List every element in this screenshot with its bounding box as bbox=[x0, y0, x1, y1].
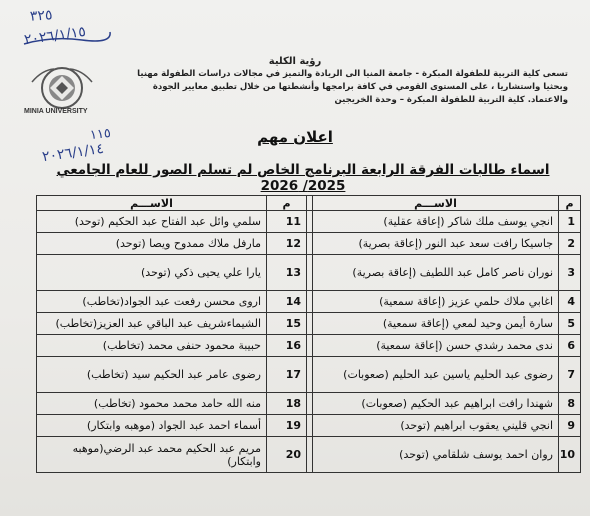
student-name-right: جاسيكا رافت سعد عبد النور (إعاقة بصرية) bbox=[313, 233, 559, 255]
row-number-right: 1 bbox=[559, 211, 581, 233]
row-number-right: 2 bbox=[559, 233, 581, 255]
table-separator bbox=[307, 211, 313, 233]
student-name-right: ندى محمد رشدي حسن (إعاقة سمعية) bbox=[313, 335, 559, 357]
student-name-left: منه الله حامد محمد محمود (تخاطب) bbox=[37, 393, 267, 415]
student-name-left: سلمي وائل عبد الفتاح عبد الحكيم (توحد) bbox=[37, 211, 267, 233]
table-separator bbox=[307, 313, 313, 335]
handwritten-announcement-number: ١١٥ bbox=[89, 125, 112, 144]
row-number-left: 12 bbox=[267, 233, 307, 255]
header-num-right: م bbox=[559, 196, 581, 211]
student-name-right: انجي يوسف ملك شاكر (إعاقة عقلية) bbox=[313, 211, 559, 233]
table-row bbox=[37, 393, 581, 415]
table-row bbox=[37, 335, 581, 357]
row-number-right: 7 bbox=[559, 357, 581, 393]
handwritten-ref-date: ٢٠٢٦/١/١٥ bbox=[23, 23, 87, 49]
table-row bbox=[37, 313, 581, 335]
student-name-left: الشيماءشريف عبد الباقي عبد العزيز(تخاطب) bbox=[37, 313, 267, 335]
table-header-row bbox=[37, 196, 581, 211]
table-separator bbox=[307, 335, 313, 357]
row-number-left: 16 bbox=[267, 335, 307, 357]
row-number-right: 4 bbox=[559, 291, 581, 313]
student-name-left: حبيبة محمود حنفى محمد (تخاطب) bbox=[37, 335, 267, 357]
student-name-right: سارة أيمن وحيد لمعي (إعاقة سمعية) bbox=[313, 313, 559, 335]
row-number-left: 18 bbox=[267, 393, 307, 415]
student-name-left: يارا علي يحيى ذكي (توحد) bbox=[37, 255, 267, 291]
student-name-right: شهندا رافت ابراهيم عبد الحكيم (صعوبات) bbox=[313, 393, 559, 415]
table-row bbox=[37, 211, 581, 233]
table-separator bbox=[307, 233, 313, 255]
table-row bbox=[37, 357, 581, 393]
student-name-left: اروى محسن رفعت عبد الجواد(تخاطب) bbox=[37, 291, 267, 313]
row-number-left: 19 bbox=[267, 415, 307, 437]
row-number-left: 15 bbox=[267, 313, 307, 335]
student-name-right: نوران ناصر كامل عبد اللطيف (إعاقة بصرية) bbox=[313, 255, 559, 291]
table-separator bbox=[307, 437, 313, 473]
header-name-left: الاســـم bbox=[37, 196, 267, 211]
student-name-left: أسماء احمد عبد الجواد (موهبه وابتكار) bbox=[37, 415, 267, 437]
university-name: MINIA UNIVERSITY bbox=[24, 108, 88, 115]
student-name-right: انجي قليني يعقوب ابراهيم (توحد) bbox=[313, 415, 559, 437]
table-row bbox=[37, 233, 581, 255]
row-number-right: 3 bbox=[559, 255, 581, 291]
student-name-left: رضوى عامر عبد الحكيم سيد (تخاطب) bbox=[37, 357, 267, 393]
student-name-right: اغابي ملاك حلمي عزيز (إعاقة سمعية) bbox=[313, 291, 559, 313]
header-name-right: الاســـم bbox=[313, 196, 559, 211]
students-table bbox=[36, 195, 581, 473]
table-separator bbox=[307, 393, 313, 415]
table-row bbox=[37, 255, 581, 291]
handwritten-announcement-date: ٢٠٢٦/١/١٤ bbox=[41, 140, 105, 166]
table-separator bbox=[307, 357, 313, 393]
table-separator bbox=[307, 255, 313, 291]
table-separator bbox=[307, 415, 313, 437]
header-num-left: م bbox=[267, 196, 307, 211]
row-number-right: 5 bbox=[559, 313, 581, 335]
table-separator bbox=[307, 196, 313, 211]
row-number-right: 8 bbox=[559, 393, 581, 415]
handwriting-underline bbox=[22, 22, 112, 52]
row-number-left: 14 bbox=[267, 291, 307, 313]
row-number-right: 9 bbox=[559, 415, 581, 437]
table-row bbox=[37, 415, 581, 437]
student-name-right: رضوى عبد الحليم ياسين عبد الحليم (صعوبات) bbox=[313, 357, 559, 393]
row-number-right: 6 bbox=[559, 335, 581, 357]
table-row bbox=[37, 437, 581, 473]
row-number-left: 13 bbox=[267, 255, 307, 291]
handwritten-ref-number: ٣٢٥ bbox=[29, 7, 54, 25]
student-name-left: مارفل ملاك ممدوح ويصا (توحد) bbox=[37, 233, 267, 255]
row-number-left: 17 bbox=[267, 357, 307, 393]
announcement-subtitle: اسماء طالبات الفرقة الرابعة البرنامج الخاص لم تسلم الصور للعام الجامعي 2025/ 2026 bbox=[56, 162, 550, 194]
announcement-title: اعلان مهم bbox=[257, 128, 333, 146]
row-number-right: 10 bbox=[559, 437, 581, 473]
row-number-left: 20 bbox=[267, 437, 307, 473]
student-name-right: روان احمد يوسف شلقامي (توحد) bbox=[313, 437, 559, 473]
student-name-left: مريم عبد الحكيم محمد عبد الرضي(موهبه وابتكار) bbox=[37, 437, 267, 473]
table-row bbox=[37, 291, 581, 313]
row-number-left: 11 bbox=[267, 211, 307, 233]
vision-title: رؤية الكلية bbox=[268, 56, 322, 67]
mission-statement: تسعى كلية التربية للطفولة المبكرة - جامعة المنيا الى الريادة والتميز في مجالات دراسات الطفولة مهنيا وبحثيا واستشاريا ، على المستوى القومي في كافة برامجها وأنشطتها من خلال تطبيق معايير الجودة والاعتماد. كلية التربية للطفولة المبكرة – وحدة الخريجين bbox=[137, 69, 568, 105]
table-separator bbox=[307, 291, 313, 313]
